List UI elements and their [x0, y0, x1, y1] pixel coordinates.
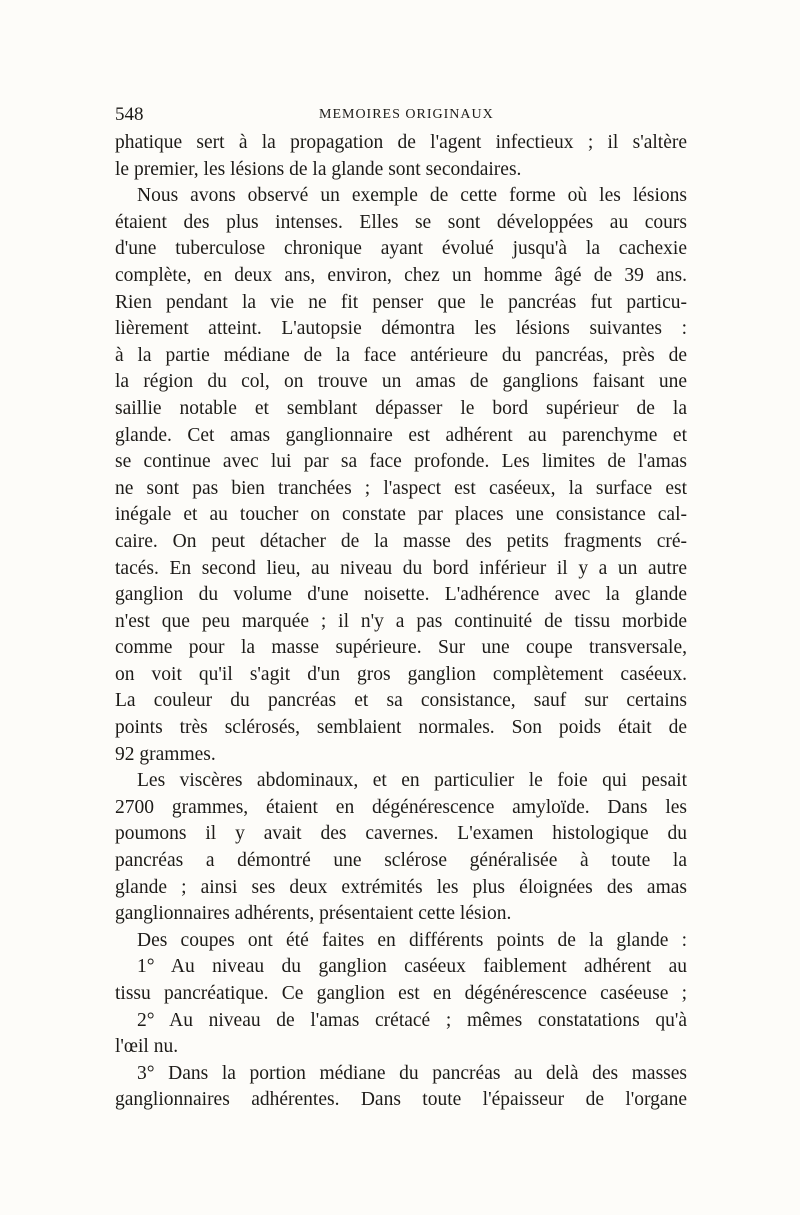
- text-line: complète, en deux ans, environ, chez un homme âgé de 39 ans.: [115, 264, 687, 286]
- text-line: poumons il y avait des cavernes. L'examen histologique du: [115, 823, 687, 845]
- text-line: la région du col, on trouve un amas de ganglions faisant une: [115, 371, 687, 393]
- text-line: 2700 grammes, étaient en dégénérescence amyloïde. Dans les: [115, 796, 687, 818]
- text-line: points très sclérosés, semblaient normales. Son poids était de: [115, 717, 687, 739]
- text-line: Nous avons observé un exemple de cette forme où les lésions: [137, 185, 687, 207]
- text-line: comme pour la masse supérieure. Sur une coupe transversale,: [115, 637, 687, 659]
- text-line: Rien pendant la vie ne fit penser que le pancréas fut particu-: [115, 291, 687, 313]
- text-line: phatique sert à la propagation de l'agent infectieux ; il s'altère: [115, 132, 687, 153]
- text-line: à la partie médiane de la face antérieure du pancréas, près de: [115, 344, 687, 366]
- text-line: lièrement atteint. L'autopsie démontra les lésions suivantes :: [115, 318, 687, 340]
- text-line: ne sont pas bien tranchées ; l'aspect est caséeux, la surface est: [115, 477, 687, 499]
- page-number: 548: [115, 104, 144, 125]
- text-line: le premier, les lésions de la glande sont secondaires.: [115, 158, 522, 180]
- text-line: 1° Au niveau du ganglion caséeux faiblement adhérent au: [137, 956, 687, 978]
- body-text: [115, 130, 687, 1114]
- text-line: ganglion du volume d'une noisette. L'adhérence avec la glande: [115, 584, 687, 606]
- text-line: Les viscères abdominaux, et en particulier le foie qui pesait: [137, 770, 687, 792]
- text-line: Des coupes ont été faites en différents points de la glande :: [137, 929, 687, 951]
- text-line: se continue avec lui par sa face profonde. Les limites de l'amas: [115, 451, 687, 473]
- text-line: 92 grammes.: [115, 743, 216, 765]
- text-line: tacés. En second lieu, au niveau du bord inférieur il y a un autre: [115, 557, 687, 579]
- text-line: d'une tuberculose chronique ayant évolué jusqu'à la cachexie: [115, 238, 687, 260]
- text-line: caire. On peut détacher de la masse des petits fragments cré-: [115, 530, 687, 552]
- text-line: ganglionnaires adhérentes. Dans toute l'épaisseur de l'organe: [115, 1089, 687, 1111]
- text-line: 2° Au niveau de l'amas crétacé ; mêmes constatations qu'à: [137, 1009, 687, 1031]
- text-line: étaient des plus intenses. Elles se sont développées au cours: [115, 211, 687, 233]
- text-line: glande. Cet amas ganglionnaire est adhérent au parenchyme et: [115, 424, 687, 446]
- text-line: ganglionnaires adhérents, présentaient cette lésion.: [115, 903, 512, 925]
- text-line: La couleur du pancréas et sa consistance, sauf sur certains: [115, 690, 687, 712]
- text-line: inégale et au toucher on constate par places une consistance cal-: [115, 504, 687, 526]
- text-line: glande ; ainsi ses deux extrémités les plus éloignées des amas: [115, 876, 687, 898]
- text-line: saillie notable et semblant dépasser le bord supérieur de la: [115, 397, 687, 419]
- text-line: 3° Dans la portion médiane du pancréas au delà des masses: [137, 1062, 687, 1084]
- text-line: on voit qu'il s'agit d'un gros ganglion complètement caséeux.: [115, 663, 687, 685]
- page-header: [115, 104, 687, 128]
- running-title: MEMOIRES ORIGINAUX: [319, 107, 494, 122]
- text-line: l'œil nu.: [115, 1036, 179, 1058]
- text-line: n'est que peu marquée ; il n'y a pas continuité de tissu morbide: [115, 610, 687, 632]
- text-line: pancréas a démontré une sclérose généralisée à toute la: [115, 850, 687, 872]
- text-line: tissu pancréatique. Ce ganglion est en dégénérescence caséeuse ;: [115, 983, 687, 1004]
